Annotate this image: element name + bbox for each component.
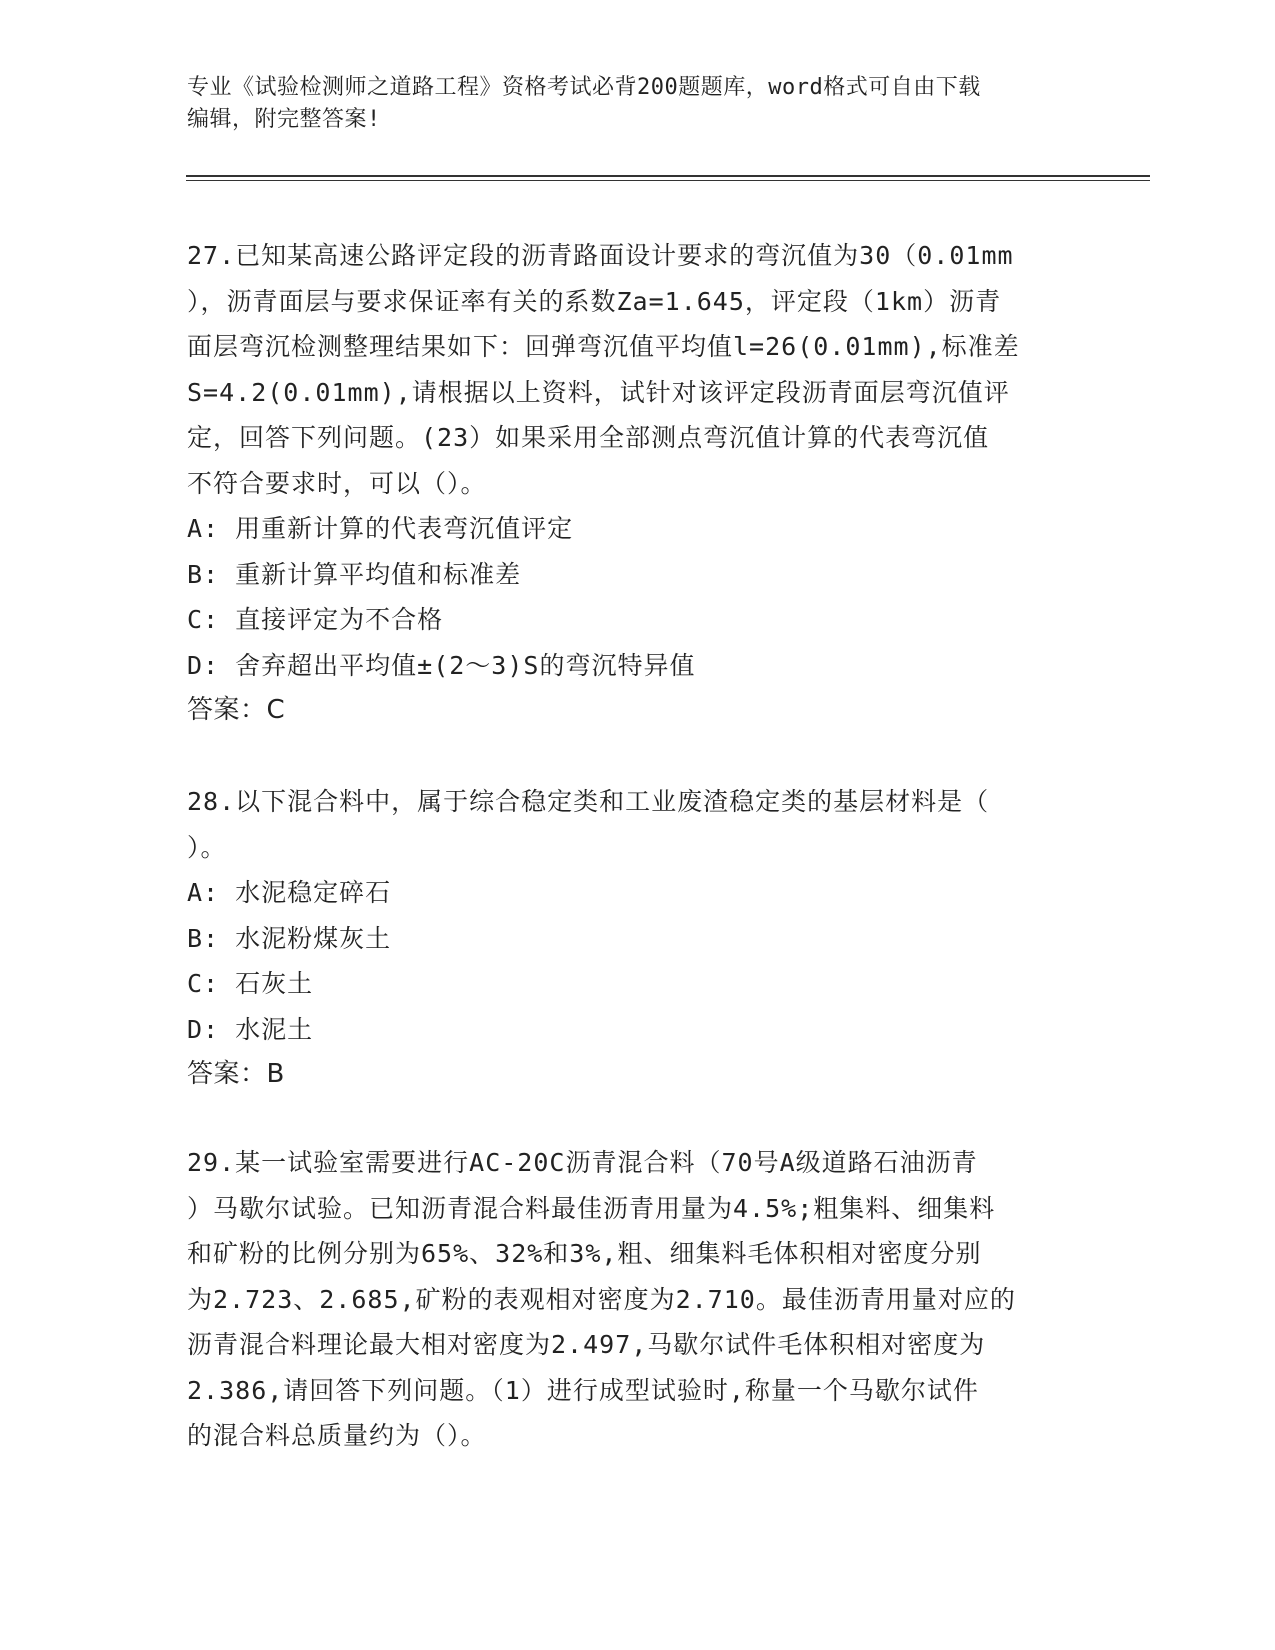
question-28 xyxy=(187,779,1087,1097)
question-stem: 27.已知某高速公路评定段的沥青路面设计要求的弯沉值为30（0.01mm ），沥青面层与要求保证率有关的系数Za=1.645，评定段（1km）沥青 面层弯沉检测整理结果如下：回弹弯沉值平均值l=26(0.01mm),标准差 S=4.2(0.01mm),请根据以上资料，试针对该评定段沥青面层弯沉值评 定，回答下列问题。(23）如果采用全部测点弯沉值计算的代表弯沉值 不符合要求时，可以（）。 xyxy=(187,241,1020,498)
option-d: D: 水泥土 xyxy=(187,1014,314,1044)
header-title-line-2: 编辑，附完整答案! xyxy=(187,107,381,132)
option-a: A: 水泥稳定碎石 xyxy=(187,878,392,907)
question-29 xyxy=(187,1140,1087,1459)
option-c: C: 石灰土 xyxy=(187,969,314,998)
question-stem: 29.某一试验室需要进行AC-20C沥青混合料（70号A级道路石油沥青 ）马歇尔试验。已知沥青混合料最佳沥青用量为4.5%;粗集料、细集料 和矿粉的比例分别为65%、32%和3%,粗、细集料毛体积相对密度分别 为2.723、2.685,矿粉的表观相对密度为2.710。最佳沥青用量对应的 沥青混合料理论最大相对密度为2.497,马歇尔试件毛体积相对密度为 2.386,请回答下列问题。（1）进行成型试验时,称量一个马歇尔试件 的混合料总质量约为（）。 xyxy=(187,1148,1016,1450)
answer-line: 答案：C xyxy=(187,695,286,725)
question-27 xyxy=(187,233,1087,733)
header-divider xyxy=(186,175,1150,181)
question-stem: 28.以下混合料中，属于综合稳定类和工业废渣稳定类的基层材料是（ ）。 xyxy=(187,787,990,862)
option-a: A: 用重新计算的代表弯沉值评定 xyxy=(187,514,574,543)
answer-line: 答案：B xyxy=(187,1059,285,1089)
document-header xyxy=(187,72,1087,136)
option-d: D: 舍弃超出平均值±(2～3)S的弯沉特异值 xyxy=(187,650,696,680)
option-b: B: 重新计算平均值和标准差 xyxy=(187,559,522,589)
header-title-line-1: 专业《试验检测师之道路工程》资格考试必背200题题库，word格式可自由下载 xyxy=(187,75,981,100)
option-c: C: 直接评定为不合格 xyxy=(187,605,444,634)
option-b: B: 水泥粉煤灰土 xyxy=(187,923,392,953)
